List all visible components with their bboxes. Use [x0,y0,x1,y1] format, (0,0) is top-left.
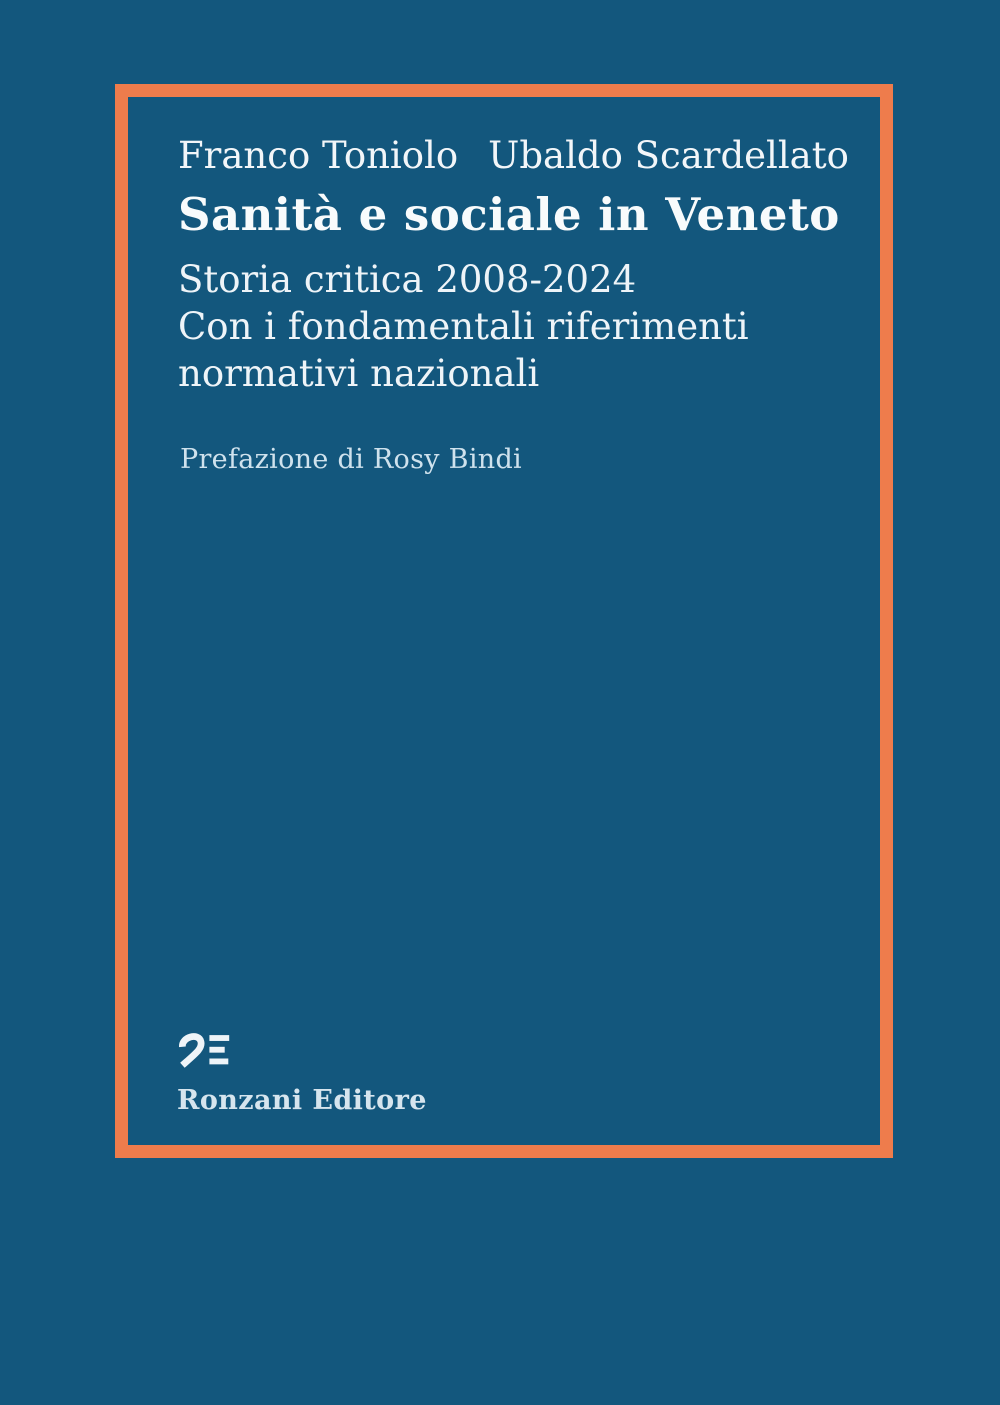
authors-line [178,134,849,177]
subtitle-line-1: Storia critica 2008-2024 [178,258,637,301]
subtitle-line-3: normativi nazionali [178,352,540,395]
preface-note: Prefazione di Rosy Bindi [180,444,522,475]
ronzani-re-monogram-icon [177,1033,427,1079]
subtitle-line-2: Con i fondamentali riferimenti [178,305,749,348]
cover-border-frame [115,84,893,1158]
publisher-name: Ronzani Editore [177,1085,427,1116]
author-name-2: Ubaldo Scardellato [488,134,849,177]
book-title: Sanità e sociale in Veneto [178,188,840,241]
author-name-1: Franco Toniolo [178,134,459,177]
publisher-block [177,1033,427,1116]
book-subtitle [178,256,749,397]
